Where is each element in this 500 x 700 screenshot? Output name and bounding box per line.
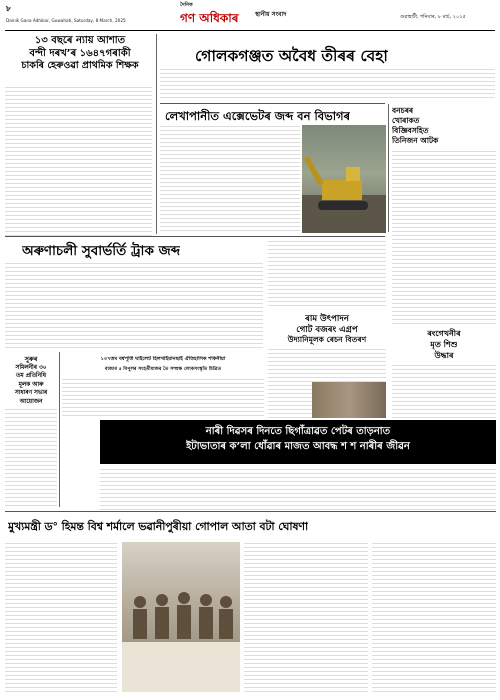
column-divider: [156, 34, 157, 234]
story-teacher-line1: ১৩ বছৰে ন্যায় আশাত: [34, 35, 126, 46]
story-women-body: [100, 468, 496, 510]
story-misc-body: [268, 240, 386, 308]
story-women-line1: নাৰী দিৱসৰ দিনতে ছিগাঁত্ৰাৱত পেটৰ তাড়নাত: [205, 426, 391, 437]
story-meeting-line6: আয়োজন: [19, 398, 43, 405]
newspaper-name: গণ অধিকাৰ: [180, 11, 239, 25]
column-divider: [59, 352, 60, 507]
story-child-headline: [392, 328, 496, 361]
masthead-small: দৈনিক: [180, 2, 193, 8]
story-divider: [5, 511, 496, 512]
story-award-body-right: [372, 542, 496, 692]
story-teacher-body: [5, 86, 152, 236]
column-divider: [388, 104, 389, 232]
excavator-photo: [302, 125, 386, 233]
story-meeting-line1: সুৰুৰ: [24, 355, 38, 363]
story-teacher-line3: চাকৰি হেৰুওৱা প্ৰাথমিক শিক্ষক: [21, 60, 139, 71]
excavator-icon: [302, 125, 386, 233]
story-excavator-headline: লেখাপানীত এক্সেভেটৰ জব্দ বন বিভাগৰ: [165, 109, 351, 123]
masthead: [0, 0, 500, 30]
story-meeting-line5: সাধাৰণ সভাৰ: [14, 390, 48, 396]
story-ration-line2: গোট বজৰং এগ্ৰপ: [296, 325, 358, 334]
story-arrest-body: [392, 150, 496, 325]
story-meeting-line3: তম প্ৰতিনিধি: [16, 373, 46, 379]
story-truck-headline: অৰুণাচলী সুবাৰ্ভৰ্তি ট্ৰাক জব্দ: [22, 243, 181, 259]
story-excavator-body: [160, 125, 300, 233]
story-arrest-line4: তিনিজন আটক: [392, 136, 439, 145]
story-award-body-mid: [244, 542, 368, 692]
award-photo: [122, 542, 240, 692]
story-arrest-line3: বিজ্ঞিবসহিত: [392, 126, 429, 135]
story-teacher-line2: বন্দী দৰখ’ৰ ১৬৪৭গৰাকী: [29, 48, 131, 59]
story-award-body-left: [5, 542, 117, 692]
story-child-line3: উদ্ধাৰ: [434, 351, 454, 360]
story-ration-headline: [268, 312, 386, 345]
people-icon: [122, 542, 240, 692]
story-festival-line1: ১৩৭তম বৰ্ষপূৰ্তি ঘাইলেট হিলখাইয়ানছাই ঐতিহাসিক শকিনীয়া: [100, 356, 226, 362]
story-teacher-headline: [5, 33, 155, 83]
story-divider: [160, 103, 385, 104]
story-truck-body: [5, 262, 263, 350]
section-label: স্থানীয় সংবাদ: [255, 11, 287, 18]
ration-photo: [312, 382, 386, 418]
story-child-body: [392, 364, 496, 420]
story-child-line2: মৃত শিশু: [430, 340, 458, 349]
story-festival-headline: [62, 356, 264, 374]
story-award-headline: মুখ্যমন্ত্ৰী ড° হিমন্ত বিশ্ব শৰ্মালে ভৱানীপুৰীয়া গোপাল আতা বটা ঘোষণা: [8, 520, 309, 533]
newspaper-logo: [180, 7, 242, 25]
page-number: ৮: [6, 4, 12, 13]
story-child-line1: ৰংগেখনীৰ: [427, 329, 461, 338]
story-golokganj-headline: গোলকগঞ্জত অবৈধ তীৰৰ বেহা: [195, 47, 388, 65]
story-women-banner: [100, 420, 496, 464]
story-golokganj-body: [160, 68, 495, 100]
story-ration-line3: উদ্যানিমূলক ৰেচন বিতৰণ: [287, 335, 367, 344]
story-women-line2: ইটাভাতাৰ ক’লা ধোঁৱাৰ মাজত আবদ্ধ শ শ নাৰীৰ জীৱন: [186, 441, 410, 452]
story-meeting-headline: [5, 354, 57, 405]
story-meeting-line2: সমিলনীৰ ৩০: [15, 364, 47, 371]
masthead-rule: [5, 30, 495, 31]
masthead-english: Dainik Gana Adhikar, Guwahati, Saturday, 8 March, 2025: [6, 18, 126, 23]
story-meeting-line4: মূলক আৰু: [18, 381, 44, 388]
story-festival-line2: ব্যজাৰ ৫ বিপুলৰ সংহৰ্তীমাজৰ তৈ সম্প্ৰক্ষ লোকসংস্কৃতি চিত্ৰিত: [104, 367, 222, 372]
story-arrest-line1: বনচৰৰ: [392, 106, 414, 115]
story-meeting-body: [5, 408, 57, 508]
masthead-date: গুৱাহাটী, শনিবাৰ, ৮ মাৰ্চ, ২০২৫: [400, 14, 466, 20]
story-festival-body: [62, 378, 264, 418]
story-arrest-line2: খোৰাকত: [392, 116, 420, 125]
story-ration-line1: ৰাম উৎপাদন: [305, 314, 349, 323]
story-divider: [5, 236, 385, 237]
story-arrest-headline: [392, 106, 496, 146]
